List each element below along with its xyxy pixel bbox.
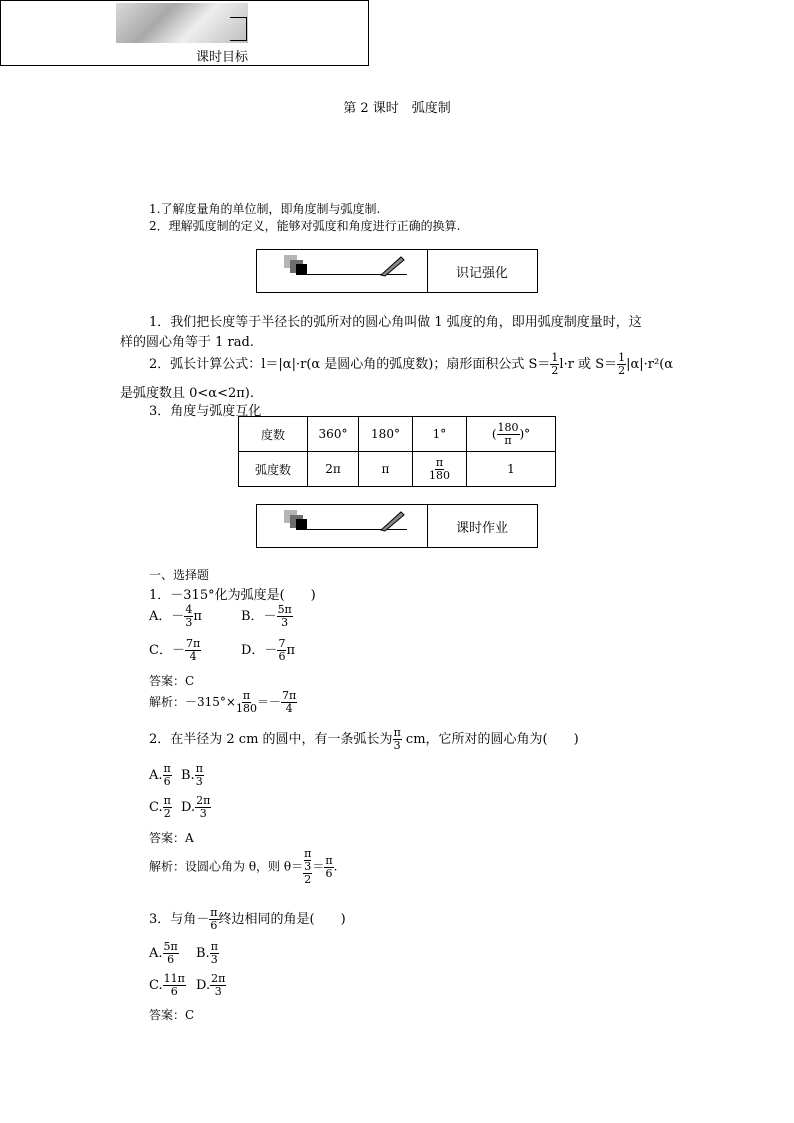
option-3A: A. $\frac{5\pi}{6}$: [149, 940, 178, 966]
table-cell: $\frac{\pi}{180}$: [413, 452, 467, 487]
question-1: 1．－315°化为弧度是( ): [149, 588, 316, 603]
table-cell: 360°: [308, 417, 359, 452]
option-2D: D. $\frac{2\pi}{3}$: [181, 794, 211, 820]
banner-image: [116, 3, 248, 43]
note-1b: 样的圆心角等于 1 rad.: [120, 335, 254, 350]
fraction-half: $\frac{1}{2}$: [618, 351, 626, 377]
note-2: 2．弧长计算公式：l＝|α|·r(α 是圆心角的弧度数)；扇形面积公式 S＝ $\frac{1}{2}$ l·r 或 S＝ $\frac{1}{2}$ |α|·r²(α: [149, 351, 674, 377]
note-1a: 1．我们把长度等于半径长的弧所对的圆心角叫做 1 弧度的角，即用弧度制度量时，这: [149, 315, 642, 330]
section-banner-homework: [256, 504, 538, 548]
table-cell: 180°: [359, 417, 413, 452]
option-1A: A．－ $\frac{4}{3}$ π: [149, 603, 202, 629]
fraction-half: $\frac{1}{2}$: [551, 351, 559, 377]
section-banner-memorize: [256, 249, 538, 293]
table-header: 度数: [239, 417, 308, 452]
table-cell: 1: [467, 452, 556, 487]
answer-3: 答案：C: [149, 1008, 195, 1022]
objective-1: 1.了解度量角的单位制，即角度制与弧度制.: [149, 202, 381, 216]
table-cell: 1°: [413, 417, 467, 452]
option-3B: B. $\frac{\pi}{3}$: [196, 940, 218, 966]
pen-icon: [379, 508, 405, 532]
section-label: 识记强化: [455, 265, 508, 281]
section-label: 课时作业: [455, 520, 508, 536]
note-3: 3．角度与弧度互化: [149, 404, 262, 419]
objective-2: 2．理解弧度制的定义，能够对弧度和角度进行正确的换算.: [149, 219, 461, 233]
degree-radian-table: [238, 416, 556, 487]
pen-icon: [379, 253, 405, 277]
answer-1: 答案：C: [149, 674, 195, 688]
question-3: 3．与角－ $\frac{\pi}{6}$ 终边相同的角是( ): [149, 906, 346, 932]
section-label: 课时目标: [196, 50, 249, 65]
explanation-1: 解析：－315°× $\frac{\pi}{180}$ ＝－ $\frac{7\pi}{4}$: [149, 689, 297, 715]
page-title: 第 2 课时 弧度制: [343, 101, 451, 116]
answer-2: 答案：A: [149, 831, 194, 845]
table-cell: π: [359, 452, 413, 487]
option-1B: B．－ $\frac{5\pi}{3}$: [241, 603, 292, 629]
option-1D: D．－ $\frac{7}{6}$ π: [241, 637, 295, 663]
banner-graphic: [257, 250, 428, 292]
section-banner-objectives: [0, 0, 369, 66]
option-3D: D. $\frac{2\pi}{3}$: [196, 972, 226, 998]
table-cell: ( $\frac{180}{\pi}$ )°: [467, 417, 556, 452]
note-2d: 是弧度数且 0<α<2π).: [120, 386, 254, 401]
option-1C: C．－ $\frac{7\pi}{4}$: [149, 637, 201, 663]
explanation-2: 解析：设圆心角为 θ，则 θ＝ π 3 2 ＝ $\frac{\pi}{6}$ .: [149, 847, 338, 886]
table-cell: 2π: [308, 452, 359, 487]
table-header: 弧度数: [239, 452, 308, 487]
option-3C: C. $\frac{11\pi}{6}$: [149, 972, 185, 998]
option-2A: A. $\frac{\pi}{6}$: [149, 762, 171, 788]
option-2B: B. $\frac{\pi}{3}$: [181, 762, 203, 788]
hw-heading: 一、选择题: [149, 568, 210, 582]
banner-graphic: [257, 505, 428, 547]
question-2: 2．在半径为 2 cm 的圆中，有一条弧长为 $\frac{\pi}{3}$ cm，它所对的圆心角为( ): [149, 726, 579, 752]
option-2C: C. $\frac{\pi}{2}$: [149, 794, 171, 820]
banner-frame: [230, 17, 247, 41]
